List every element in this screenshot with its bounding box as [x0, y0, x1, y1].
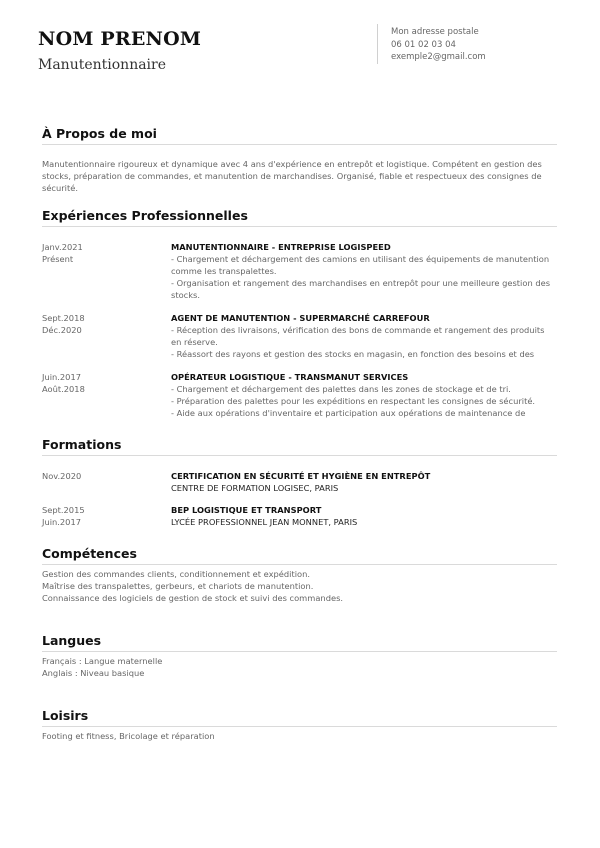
education-date — [42, 470, 81, 482]
education-date — [42, 504, 85, 528]
job-title: Manutentionnaire — [38, 57, 167, 73]
date-end: Déc.2020 — [42, 325, 82, 335]
email-address[interactable]: exemple2@gmail.com — [391, 52, 486, 62]
about-section-title: À Propos de moi — [42, 126, 157, 141]
hobbies-section-title: Loisirs — [42, 708, 89, 723]
skill-item: Maîtrise des transpalettes, gerbeurs, et chariots de manutention. — [42, 581, 314, 591]
skills-list — [42, 568, 552, 604]
hobbies-text: Footing et fitness, Bricolage et réparation — [42, 731, 215, 741]
language-item: Anglais : Niveau basique — [42, 668, 145, 678]
experience-description: - Réception des livraisons, vérification des bons de commande et rangement des produits en réserve. - Réassort des rayons et gestion des stocks en magasin, en fonction des besoins et des — [171, 325, 545, 359]
experience-date — [42, 312, 85, 336]
candidate-name: NOM PRENOM — [38, 28, 202, 50]
languages-list — [42, 655, 552, 679]
postal-address: Mon adresse postale — [391, 27, 479, 37]
date-start: Nov.2020 — [42, 471, 82, 481]
date-end: Août.2018 — [42, 384, 85, 394]
date-start: Janv.2021 — [42, 242, 83, 252]
phone-number: 06 01 02 03 04 — [391, 39, 456, 50]
skills-divider — [42, 564, 557, 565]
experience-entry — [171, 312, 556, 360]
date-start: Sept.2018 — [42, 313, 85, 323]
contact-block — [391, 26, 486, 64]
skills-section-title: Compétences — [42, 546, 137, 561]
experience-title: OPÉRATEUR LOGISTIQUE - TRANSMANUT SERVICES — [171, 372, 409, 382]
hobbies-divider — [42, 726, 557, 727]
education-school: LYCÉE PROFESSIONNEL JEAN MONNET, PARIS — [171, 517, 358, 527]
experience-date — [42, 241, 83, 265]
languages-divider — [42, 651, 557, 652]
education-entry — [171, 504, 556, 528]
education-entry — [171, 470, 556, 494]
skill-item: Gestion des commandes clients, conditionnement et expédition. — [42, 569, 310, 579]
experience-divider — [42, 226, 557, 227]
date-end: Juin.2017 — [42, 517, 82, 527]
education-divider — [42, 455, 557, 456]
education-title: BEP LOGISTIQUE ET TRANSPORT — [171, 505, 322, 515]
date-end: Présent — [42, 254, 74, 264]
experience-title: MANUTENTIONNAIRE - ENTREPRISE LOGISPEED — [171, 242, 391, 252]
header-divider — [377, 24, 378, 64]
experience-title: AGENT DE MANUTENTION - SUPERMARCHÉ CARREFOUR — [171, 313, 430, 323]
about-text: Manutentionnaire rigoureux et dynamique avec 4 ans d'expérience en entrepôt et logistique. Compétent en gestion des stocks, préparation de commandes, et manutention de marchandises. Organisé, fiable et respectueux des consignes de sécurité. — [42, 159, 542, 193]
experience-date — [42, 371, 85, 395]
experience-entry — [171, 371, 556, 419]
experience-section-title: Expériences Professionnelles — [42, 208, 248, 223]
date-start: Juin.2017 — [42, 372, 82, 382]
education-title: CERTIFICATION EN SÉCURITÉ ET HYGIÈNE EN ENTREPÔT — [171, 471, 431, 481]
date-start: Sept.2015 — [42, 505, 85, 515]
experience-entry — [171, 241, 556, 313]
education-school: CENTRE DE FORMATION LOGISEC, PARIS — [171, 483, 339, 493]
experience-description: - Chargement et déchargement des palettes dans les zones de stockage et de tri. - Préparation des palettes pour les expéditions en respectant les consignes de sécurité. - Aide aux opérations d'inventaire et participation aux opérations de maintenance de — [171, 384, 536, 418]
education-section-title: Formations — [42, 437, 122, 452]
skill-item: Connaissance des logiciels de gestion de stock et suivi des commandes. — [42, 593, 344, 603]
language-item: Français : Langue maternelle — [42, 656, 163, 666]
languages-section-title: Langues — [42, 633, 102, 648]
experience-description: - Chargement et déchargement des camions en utilisant des équipements de manutention comme les transpalettes. - Organisation et rangement des marchandises en entrepôt pour une meilleure gestion des stocks. — [171, 254, 551, 300]
about-divider — [42, 144, 557, 145]
